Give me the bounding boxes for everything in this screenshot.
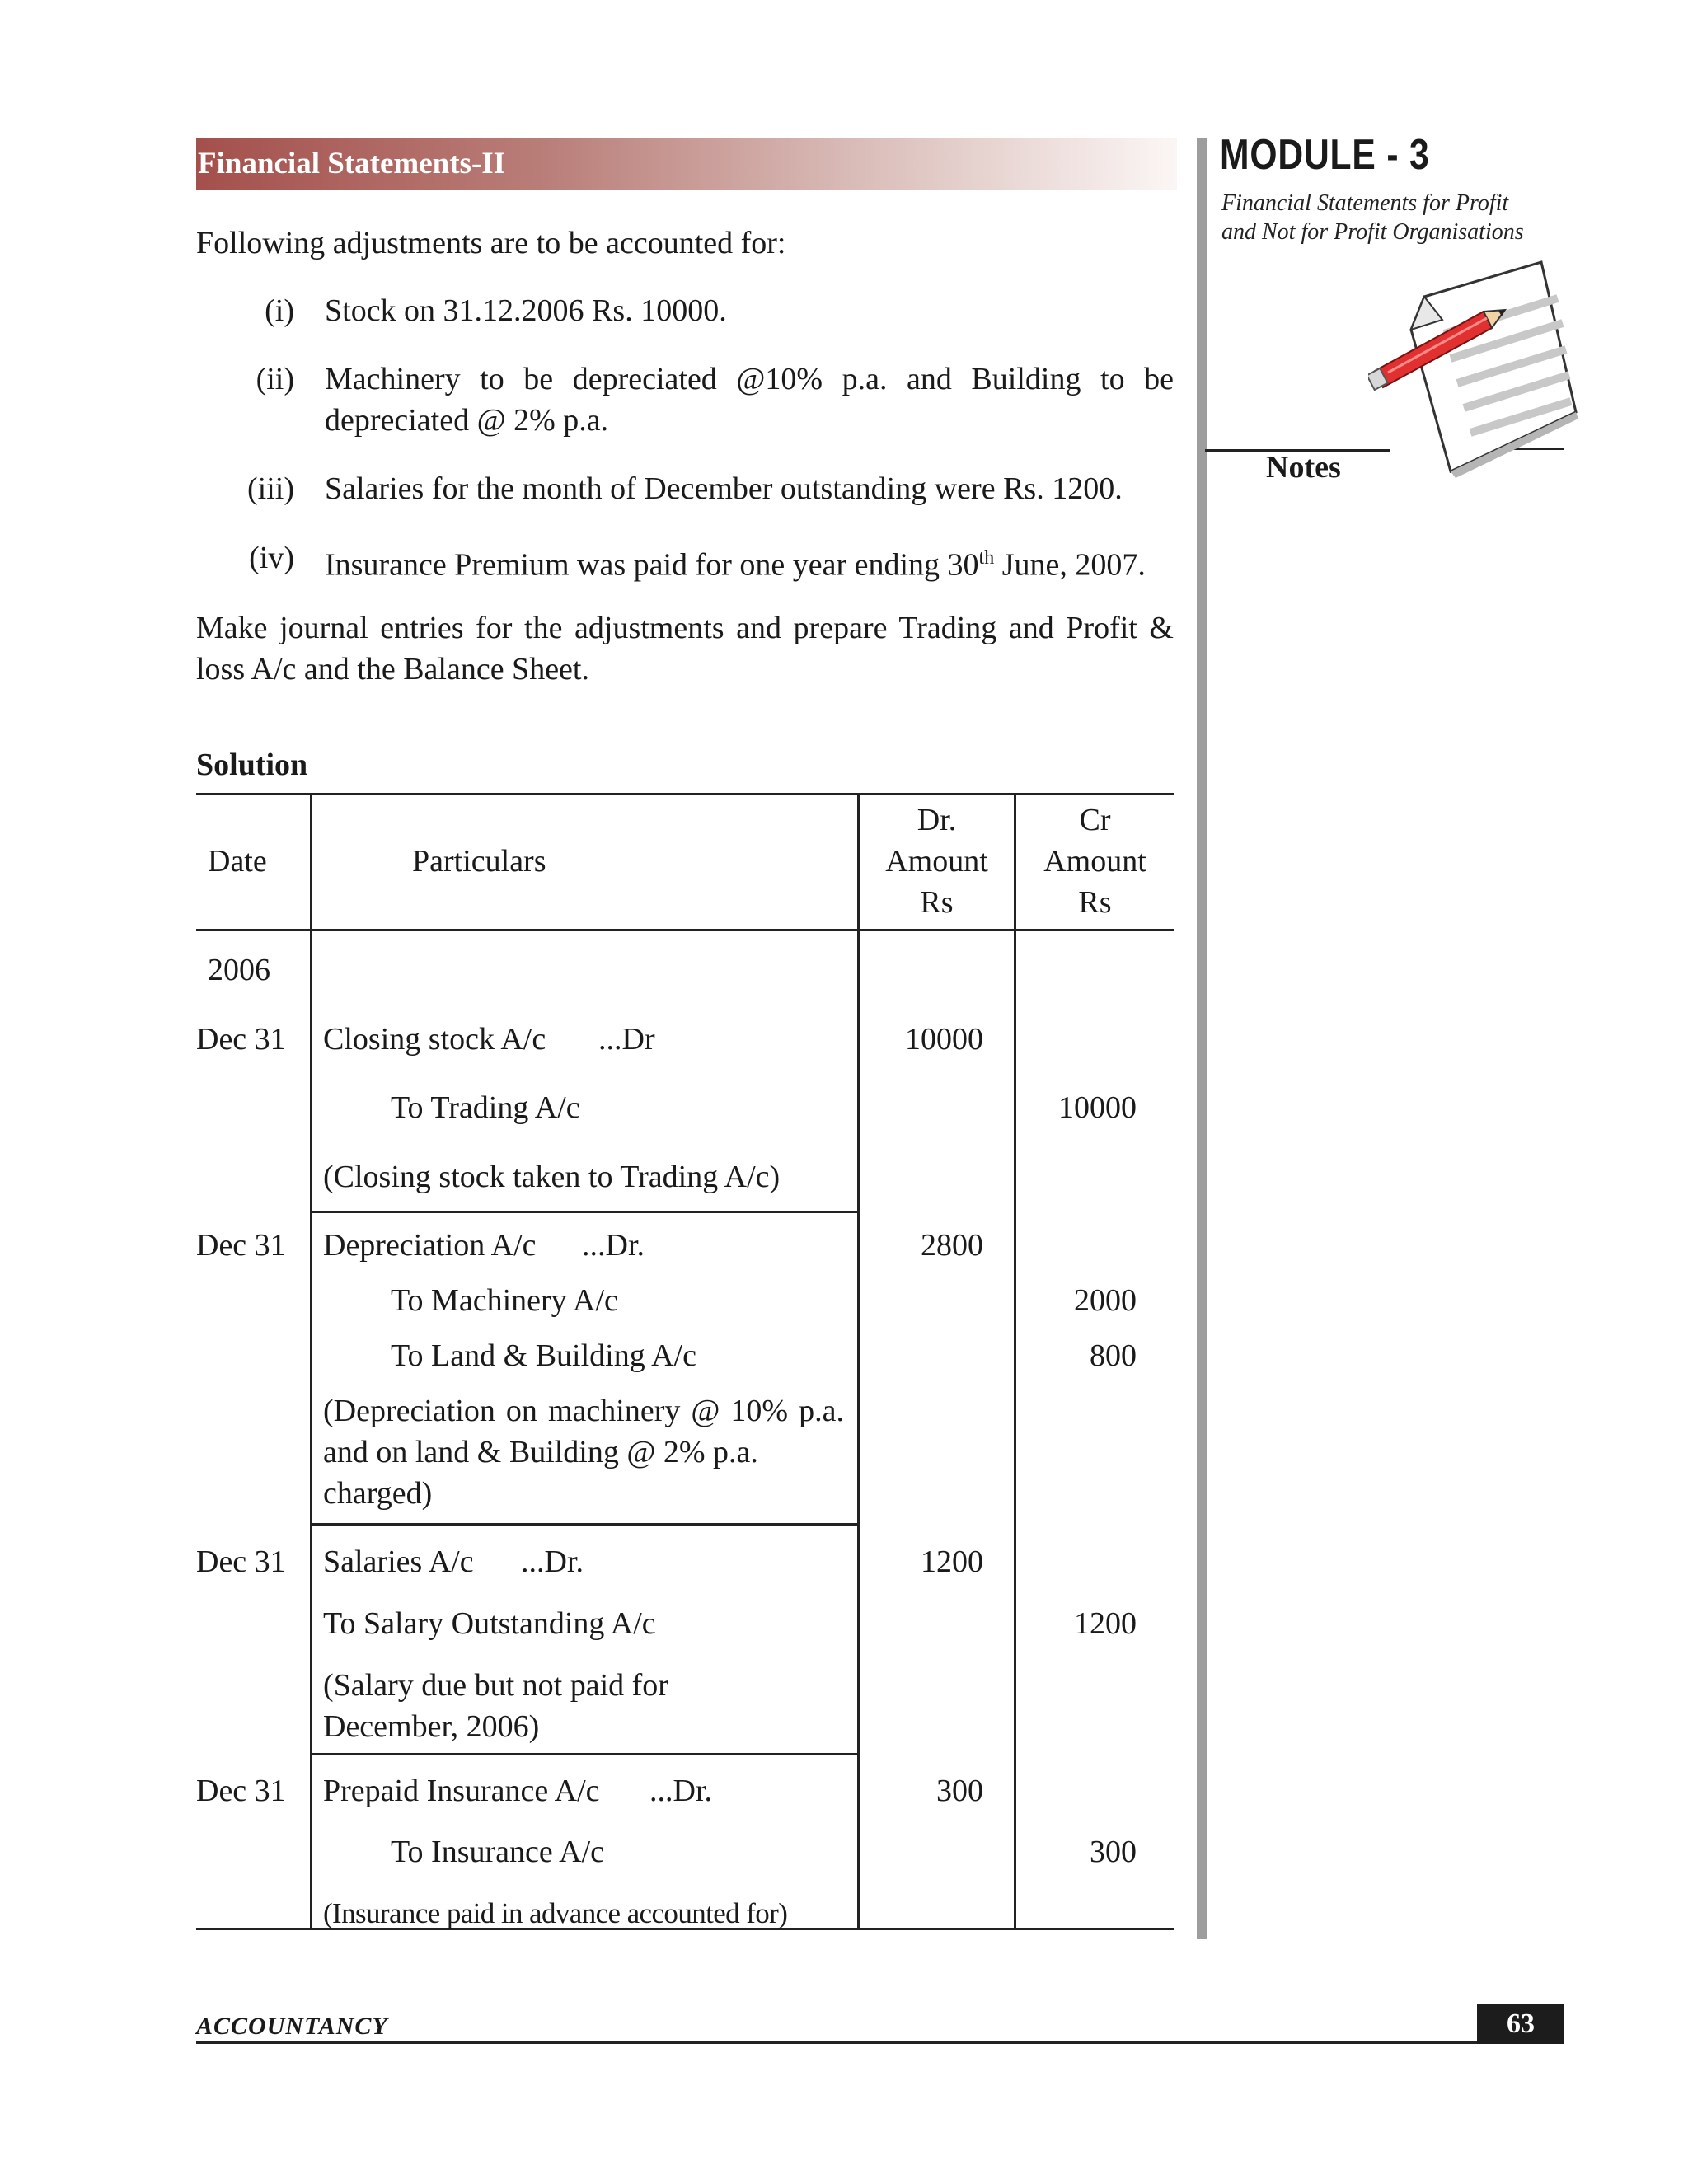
adjustment-text-main: Insurance Premium was paid for one year ending 30 bbox=[325, 547, 979, 583]
sidebar-divider bbox=[1197, 138, 1207, 1939]
table-col-divider bbox=[857, 793, 860, 1930]
narration: (Depreciation on machinery @ 10% p.a. bbox=[323, 1394, 844, 1428]
debit-marker: ...Dr. bbox=[582, 1228, 645, 1263]
adjustment-text-continued: depreciated @ 2% p.a. bbox=[325, 403, 609, 438]
instruction-text-continued: loss A/c and the Balance Sheet. bbox=[196, 652, 589, 687]
entry-date: Dec 31 bbox=[196, 1774, 286, 1808]
adjustment-text bbox=[325, 537, 1174, 586]
dr-amount: 2800 bbox=[921, 1228, 983, 1263]
narration: December, 2006) bbox=[323, 1709, 540, 1744]
adjustment-number: (i) bbox=[265, 293, 294, 328]
narration: (Insurance paid in advance accounted for) bbox=[323, 1897, 788, 1929]
header-dr: Rs bbox=[920, 885, 954, 920]
table-col-divider bbox=[310, 793, 312, 1930]
narration: and on land & Building @ 2% p.a. bbox=[323, 1435, 758, 1469]
debit-account: Closing stock A/c bbox=[323, 1022, 546, 1057]
notepad-icon bbox=[1411, 262, 1578, 478]
solution-heading: Solution bbox=[196, 748, 308, 782]
debit-account: Depreciation A/c bbox=[323, 1228, 537, 1263]
section-header-title: Financial Statements-II bbox=[198, 147, 506, 180]
credit-account: To Machinery A/c bbox=[391, 1283, 618, 1318]
credit-account: To Salary Outstanding A/c bbox=[323, 1606, 656, 1641]
debit-marker: ...Dr. bbox=[649, 1774, 712, 1808]
adjustment-number: (iv) bbox=[249, 541, 294, 575]
footer-rule bbox=[196, 2041, 1564, 2044]
dr-amount: 1200 bbox=[921, 1544, 983, 1579]
table-top-rule bbox=[196, 793, 1174, 795]
intro-text: Following adjustments are to be accounted for: bbox=[196, 226, 786, 260]
credit-account: To Trading A/c bbox=[391, 1090, 580, 1125]
cr-amount: 2000 bbox=[1074, 1283, 1137, 1318]
instruction-text: Make journal entries for the adjustments and prepare Trading and Profit & bbox=[196, 611, 1174, 645]
dr-amount: 10000 bbox=[905, 1022, 983, 1057]
header-cr: Amount bbox=[1043, 844, 1146, 879]
narration: (Closing stock taken to Trading A/c) bbox=[323, 1160, 781, 1194]
adjustment-number: (ii) bbox=[256, 362, 294, 396]
adjustment-text: Stock on 31.12.2006 Rs. 10000. bbox=[325, 293, 727, 328]
debit-account: Prepaid Insurance A/c bbox=[323, 1774, 600, 1808]
superscript: th bbox=[978, 547, 995, 569]
credit-account: To Land & Building A/c bbox=[391, 1338, 696, 1373]
header-date: Date bbox=[208, 844, 267, 879]
notepad-pencil-icon bbox=[1368, 247, 1582, 486]
adjustment-text: Salaries for the month of December outstanding were Rs. 1200. bbox=[325, 471, 1123, 506]
cr-amount: 300 bbox=[1090, 1835, 1137, 1869]
adjustment-number: (iii) bbox=[247, 471, 294, 506]
cr-amount: 800 bbox=[1090, 1338, 1137, 1373]
table-header-rule bbox=[196, 929, 1174, 931]
header-particulars: Particulars bbox=[412, 844, 546, 879]
narration: charged) bbox=[323, 1476, 433, 1511]
entry-date: Dec 31 bbox=[196, 1544, 286, 1579]
header-cr: Cr bbox=[1079, 803, 1111, 837]
debit-marker: ...Dr bbox=[598, 1022, 655, 1057]
module-subtitle-line1: Financial Statements for Profit bbox=[1221, 190, 1509, 216]
journal-year: 2006 bbox=[208, 953, 270, 987]
header-dr: Dr. bbox=[917, 803, 957, 837]
narration: (Salary due but not paid for bbox=[323, 1668, 668, 1703]
adjustment-text-end: June, 2007. bbox=[994, 547, 1146, 583]
entry-separator bbox=[312, 1523, 859, 1526]
entry-date: Dec 31 bbox=[196, 1022, 286, 1057]
header-cr: Rs bbox=[1078, 885, 1112, 920]
notes-label: Notes bbox=[1266, 450, 1341, 485]
adjustment-text: Machinery to be depreciated @10% p.a. and Building to be bbox=[325, 362, 1174, 396]
cr-amount: 10000 bbox=[1058, 1090, 1137, 1125]
cr-amount: 1200 bbox=[1074, 1606, 1137, 1641]
entry-separator bbox=[312, 1753, 859, 1755]
entry-date: Dec 31 bbox=[196, 1228, 286, 1263]
page-number: 63 bbox=[1507, 2008, 1535, 2039]
module-title: MODULE - 3 bbox=[1220, 131, 1430, 179]
module-subtitle-line2: and Not for Profit Organisations bbox=[1221, 219, 1524, 245]
entry-separator bbox=[312, 1211, 859, 1213]
header-dr: Amount bbox=[885, 844, 988, 879]
debit-marker: ...Dr. bbox=[521, 1544, 584, 1579]
credit-account: To Insurance A/c bbox=[391, 1835, 605, 1869]
footer-subject: ACCOUNTANCY bbox=[196, 2013, 388, 2040]
debit-account: Salaries A/c bbox=[323, 1544, 474, 1579]
dr-amount: 300 bbox=[936, 1774, 983, 1808]
